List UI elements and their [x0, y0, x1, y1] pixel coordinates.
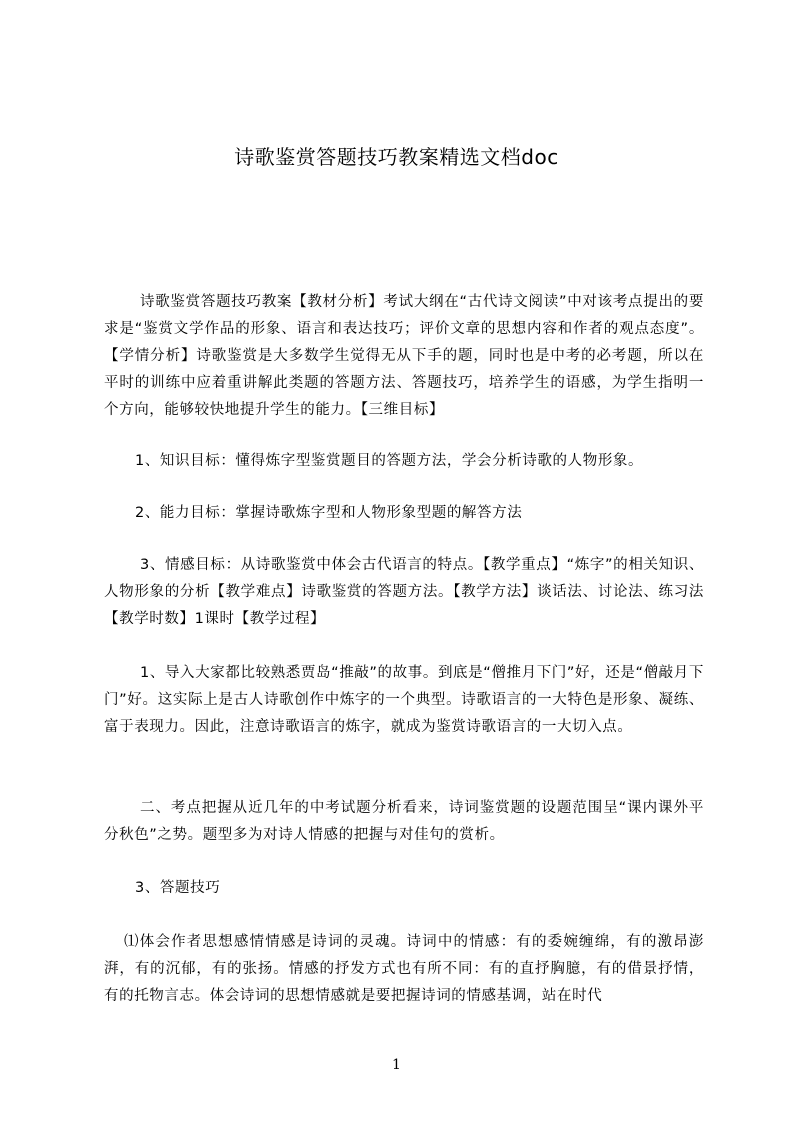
document-title: 诗歌鉴赏答题技巧教案精选文档doc — [234, 145, 559, 169]
paragraph-knowledge-goal: 1、知识目标：懂得炼字型鉴赏题目的答题方法，学会分析诗歌的人物形象。 — [135, 453, 644, 469]
paragraph-author-emotion: ⑴体会作者思想感情情感是诗词的灵魂。诗词中的情感：有的委婉缠绵，有的激昂澎湃，有的沉郁，有的张扬。情感的抒发方式也有所不同：有的直抒胸臆，有的借景抒情，有的托物言志。体会诗词的思想情感就是要把握诗词的情感基调，站在时代 — [104, 934, 704, 1004]
paragraph-exam-points: 二、考点把握从近几年的中考试题分析看来，诗词鉴赏题的设题范围呈“课内课外平分秋色”之势。题型多为对诗人情感的把握与对佳句的赏析。 — [104, 800, 704, 843]
paragraph-ability-goal: 2、能力目标：掌握诗歌炼字型和人物形象型题的解答方法 — [135, 505, 523, 521]
paragraph-introduction: 1、导入大家都比较熟悉贾岛“推敲”的故事。到底是“僧推月下门”好，还是“僧敲月下门”好。这实际上是古人诗歌创作中炼字的一个典型。诗歌语言的一大特色是形象、凝练、富于表现力。因此，注意诗歌语言的炼字，就成为鉴赏诗歌语言的一大切入点。 — [104, 665, 704, 735]
page-number: 1 — [392, 1057, 401, 1073]
paragraph-emotion-goal: 3、情感目标：从诗歌鉴赏中体会古代语言的特点。【教学重点】“炼字”的相关知识、人物形象的分析【教学难点】诗歌鉴赏的答题方法。【教学方法】谈话法、讨论法、练习法【教学时数】1课时【教学过程】 — [104, 557, 704, 627]
paragraph-teaching-analysis: 诗歌鉴赏答题技巧教案【教材分析】考试大纲在“古代诗文阅读”中对该考点提出的要求是“鉴赏文学作品的形象、语言和表达技巧；评价文章的思想内容和作者的观点态度”。【学情分析】诗歌鉴赏是大多数学生觉得无从下手的题，同时也是中考的必考题，所以在平时的训练中应着重讲解此类题的答题方法、答题技巧，培养学生的语感，为学生指明一个方向，能够较快地提升学生的能力。【三维目标】 — [104, 294, 704, 418]
paragraph-answer-skills-heading: 3、答题技巧 — [135, 880, 221, 896]
